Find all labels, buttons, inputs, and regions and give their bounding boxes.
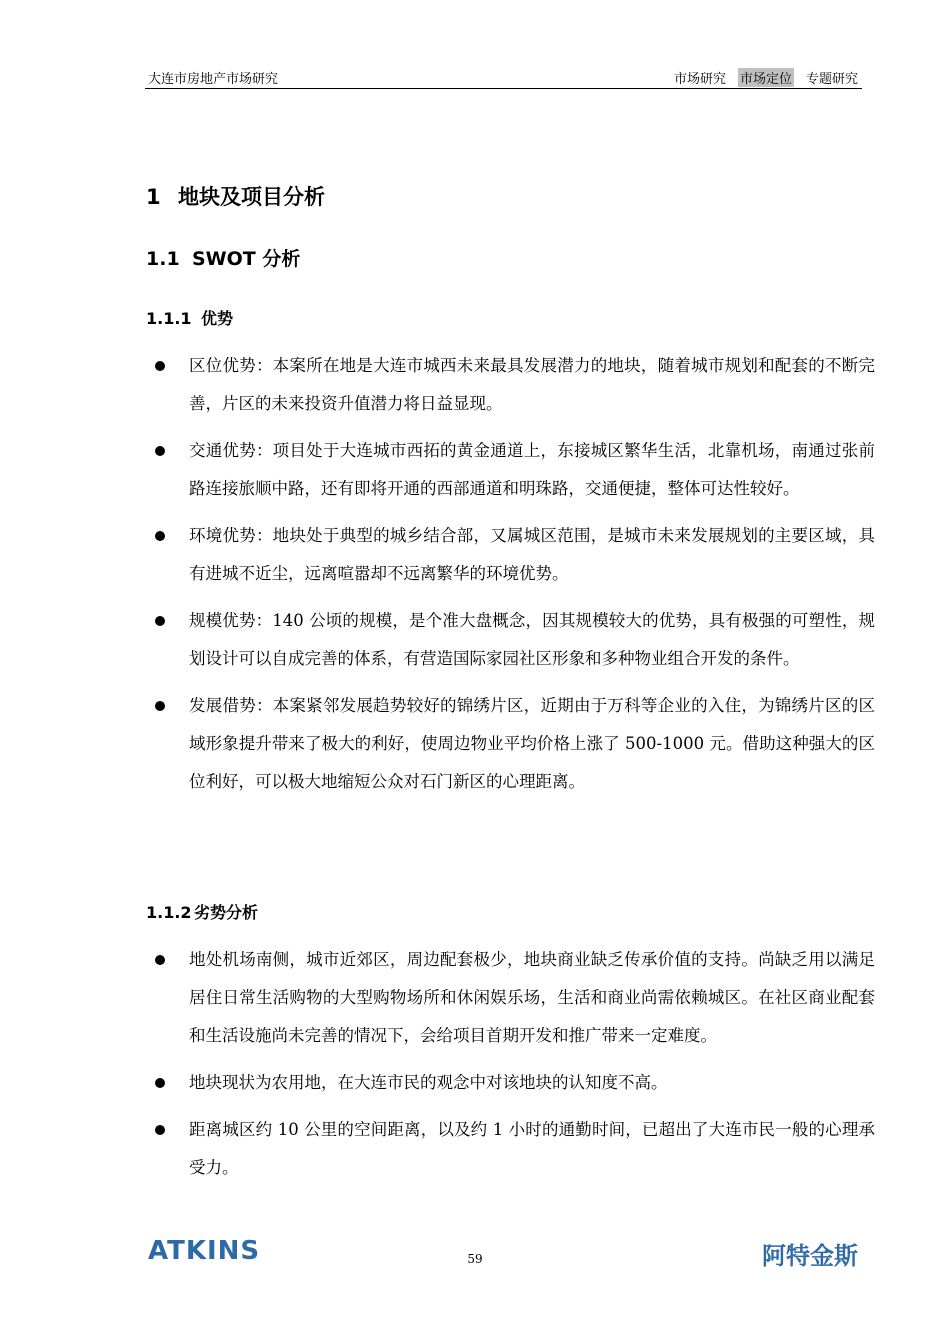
list-item-text: 发展借势：本案紧邻发展趋势较好的锦绣片区，近期由于万科等企业的入住，为锦绣片区的区域形象提升带来了极大的利好，使周边物业平均价格上涨了 500-1000 元。借助这种强大的区位利好，可以极大地缩短公众对石门新区的心理距离。 bbox=[189, 696, 875, 791]
section-number: 1.1 bbox=[146, 248, 180, 270]
list-item-text: 地处机场南侧，城市近郊区，周边配套极少，地块商业缺乏传承价值的支持。尚缺乏用以满足居住日常生活购物的大型购物场所和休闲娱乐场，生活和商业尚需依赖城区。在社区商业配套和生活设施尚未完善的情况下，会给项目首期开发和推广带来一定难度。 bbox=[189, 950, 875, 1045]
strengths-list bbox=[155, 347, 875, 810]
bullet-icon bbox=[155, 955, 165, 965]
section-heading-1 bbox=[146, 181, 325, 211]
list-item bbox=[155, 941, 875, 1055]
atkins-chinese-logo: 阿特金斯 bbox=[762, 1242, 858, 1270]
header-nav bbox=[662, 68, 860, 87]
list-item bbox=[155, 687, 875, 801]
bullet-icon bbox=[155, 446, 165, 456]
document-title: 大连市房地产市场研究 bbox=[148, 72, 279, 87]
section-number: 1.1.1 bbox=[146, 309, 192, 328]
atkins-logo: ATKINS bbox=[148, 1236, 261, 1266]
bullet-icon bbox=[155, 616, 165, 626]
list-item-text: 环境优势：地块处于典型的城乡结合部，又属城区范围，是城市未来发展规划的主要区域，具有进城不近尘，远离喧嚣却不远离繁华的环境优势。 bbox=[189, 526, 875, 583]
list-item-text: 交通优势：项目处于大连城市西拓的黄金通道上，东接城区繁华生活，北靠机场，南通过张前路连接旅顺中路，还有即将开通的西部通道和明珠路，交通便捷，整体可达性较好。 bbox=[189, 441, 875, 498]
page-header bbox=[145, 66, 862, 89]
nav-special-research[interactable]: 专题研究 bbox=[805, 72, 858, 87]
list-item bbox=[155, 517, 875, 593]
section-title: 优势 bbox=[201, 309, 234, 328]
bullet-icon bbox=[155, 1078, 165, 1088]
page-number: 59 bbox=[467, 1252, 483, 1266]
section-heading-1-1-2 bbox=[146, 900, 258, 923]
list-item bbox=[155, 432, 875, 508]
section-heading-1-1-1 bbox=[146, 306, 233, 329]
list-item-text: 规模优势：140 公顷的规模，是个准大盘概念，因其规模较大的优势，具有极强的可塑性，规划设计可以自成完善的体系，有营造国际家园社区形象和多种物业组合开发的条件。 bbox=[189, 611, 875, 668]
list-item bbox=[155, 602, 875, 678]
list-item bbox=[155, 347, 875, 423]
section-number: 1.1.2 bbox=[146, 903, 192, 922]
weaknesses-list bbox=[155, 941, 875, 1196]
section-title: SWOT 分析 bbox=[192, 248, 301, 270]
list-item-text: 地块现状为农用地，在大连市民的观念中对该地块的认知度不高。 bbox=[189, 1073, 668, 1092]
bullet-icon bbox=[155, 361, 165, 371]
section-heading-1-1 bbox=[146, 244, 300, 271]
list-item-text: 区位优势：本案所在地是大连市城西未来最具发展潜力的地块，随着城市规划和配套的不断完善，片区的未来投资升值潜力将日益显现。 bbox=[189, 356, 875, 413]
list-item-text: 距离城区约 10 公里的空间距离，以及约 1 小时的通勤时间，已超出了大连市民一般的心理承受力。 bbox=[189, 1120, 875, 1177]
section-title: 地块及项目分析 bbox=[178, 185, 325, 209]
list-item bbox=[155, 1064, 875, 1102]
section-number: 1 bbox=[146, 185, 161, 209]
bullet-icon bbox=[155, 701, 165, 711]
bullet-icon bbox=[155, 1125, 165, 1135]
bullet-icon bbox=[155, 531, 165, 541]
nav-market-positioning[interactable]: 市场定位 bbox=[738, 68, 794, 87]
section-title: 劣势分析 bbox=[194, 903, 259, 922]
nav-market-research[interactable]: 市场研究 bbox=[673, 72, 726, 87]
list-item bbox=[155, 1111, 875, 1187]
